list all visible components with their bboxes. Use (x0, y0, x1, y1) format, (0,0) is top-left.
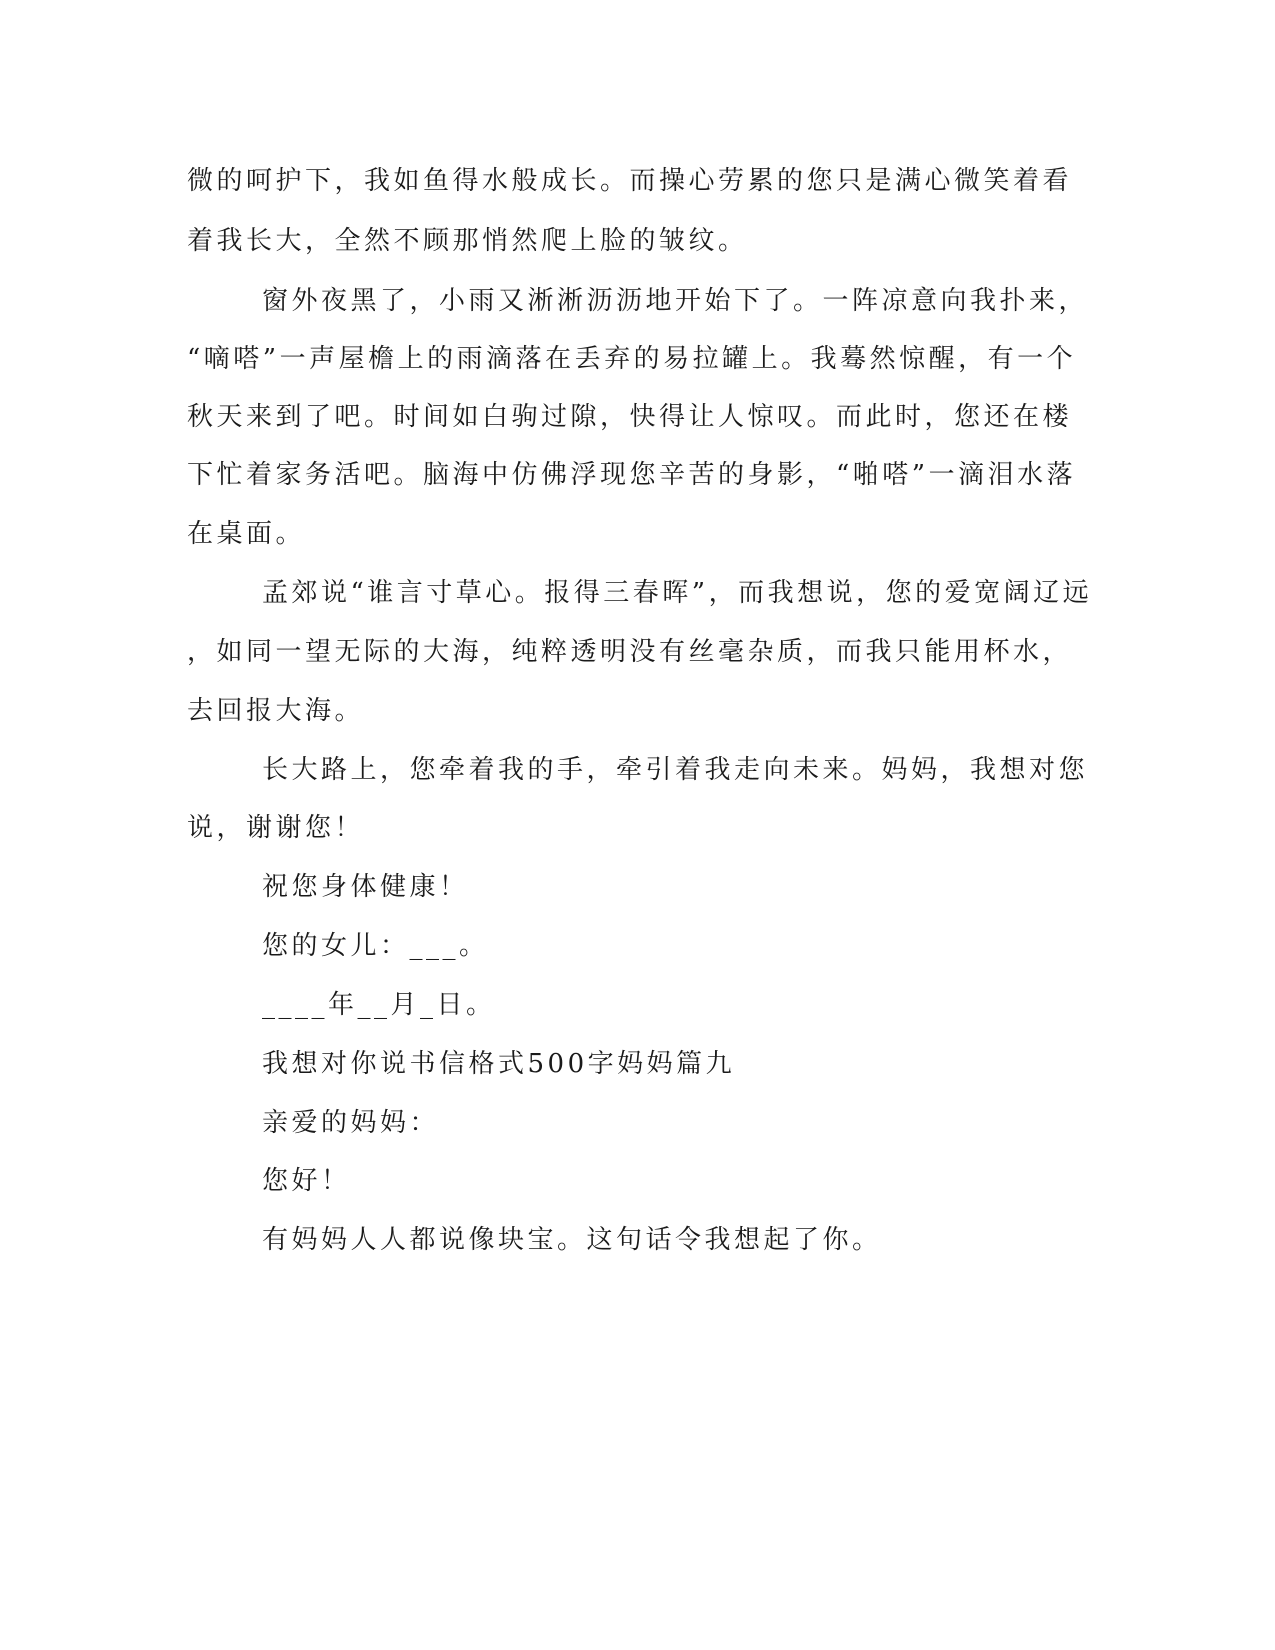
paragraph-line: ，如同一望无际的大海，纯粹透明没有丝毫杂质，而我只能用杯水， (187, 637, 1073, 667)
paragraph-line: “嘀嗒”一声屋檐上的雨滴落在丢弃的易拉罐上。我蓦然惊醒，有一个 (187, 344, 1077, 374)
greeting: 您好！ (262, 1166, 351, 1196)
paragraph-line: 下忙着家务活吧。脑海中仿佛浮现您辛苦的身影，“啪嗒”一滴泪水落 (187, 460, 1077, 490)
salutation: 亲爱的妈妈： (262, 1108, 440, 1138)
date-line: ____年__月_日。 (262, 990, 496, 1020)
paragraph-line: 说，谢谢您！ (187, 813, 365, 843)
paragraph-line: 着我长大，全然不顾那悄然爬上脸的皱纹。 (187, 226, 748, 256)
paragraph-line: 长大路上，您牵着我的手，牵引着我走向未来。妈妈，我想对您 (262, 755, 1089, 785)
paragraph-line: 秋天来到了吧。时间如白驹过隙，快得让人惊叹。而此时，您还在楼 (187, 402, 1073, 432)
section-heading: 我想对你说书信格式500字妈妈篇九 (262, 1049, 736, 1079)
paragraph-line: 微的呵护下，我如鱼得水般成长。而操心劳累的您只是满心微笑着看 (187, 166, 1073, 196)
paragraph-line: 窗外夜黑了，小雨又淅淅沥沥地开始下了。一阵凉意向我扑来， (262, 286, 1089, 316)
paragraph-line: 在桌面。 (187, 519, 306, 549)
paragraph-line: 有妈妈人人都说像块宝。这句话令我想起了你。 (262, 1225, 882, 1255)
paragraph-line: 去回报大海。 (187, 696, 365, 726)
signature-line: 您的女儿：___。 (262, 931, 489, 961)
closing-wish: 祝您身体健康！ (262, 872, 469, 902)
paragraph-line: 孟郊说“谁言寸草心。报得三春晖”，而我想说，您的爱宽阔辽远 (262, 578, 1093, 608)
